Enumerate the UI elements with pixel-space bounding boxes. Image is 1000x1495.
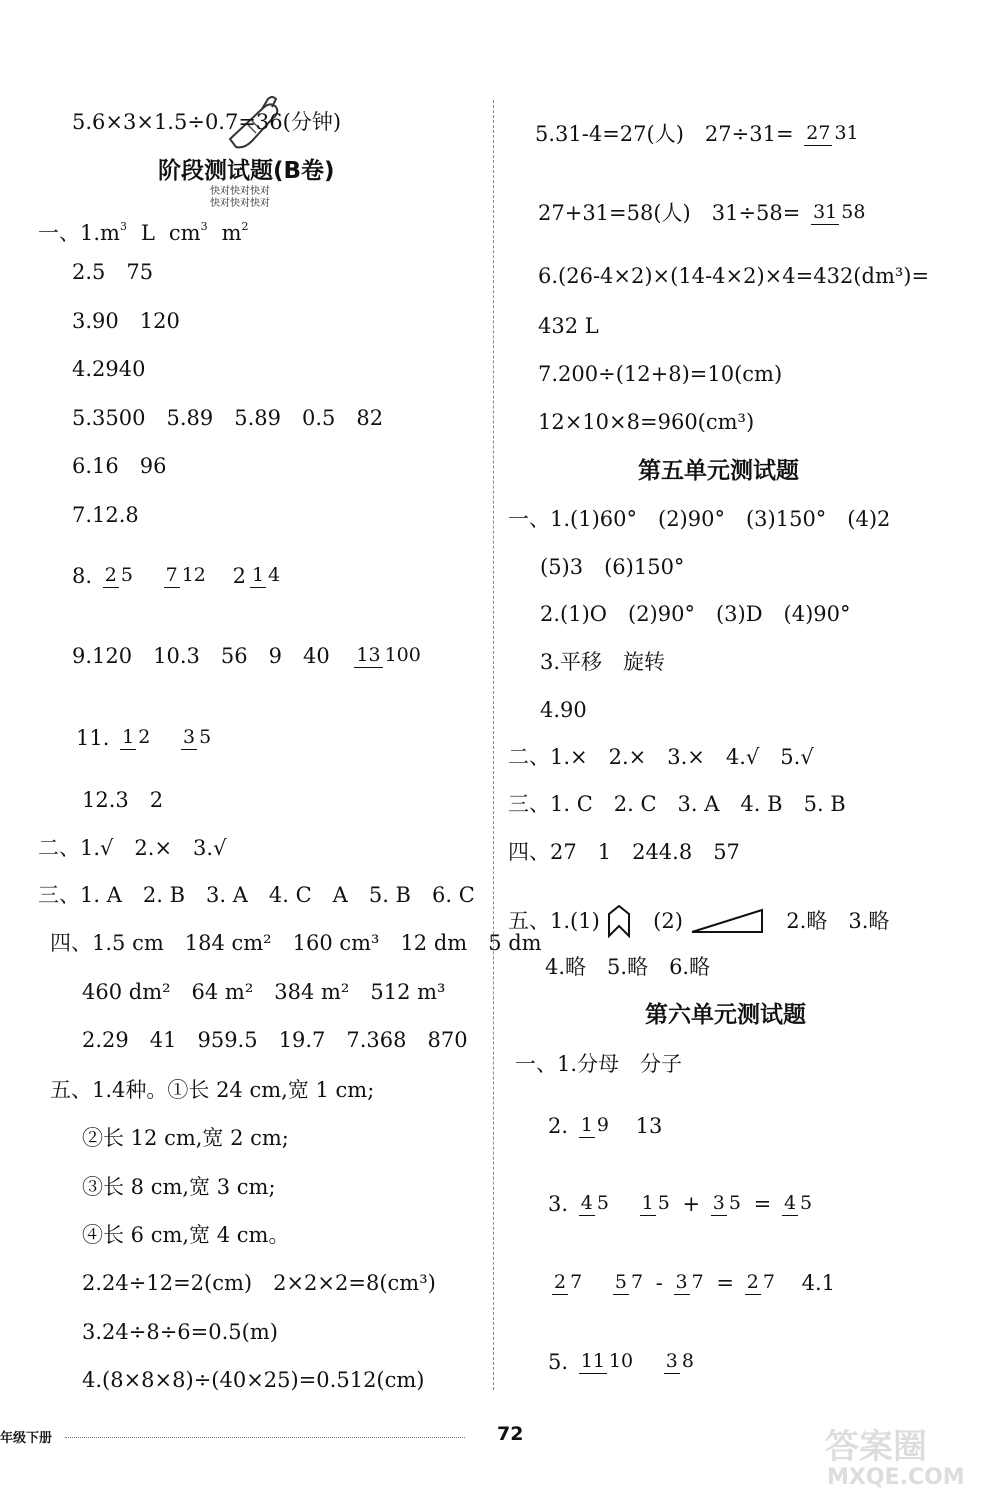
fraction: 4 5 xyxy=(783,1192,813,1214)
fraction: 3 5 xyxy=(712,1192,741,1214)
fraction: 3 8 xyxy=(665,1350,694,1372)
fraction: 1 5 xyxy=(641,1192,670,1214)
svg-text:答案圈: 答案圈 xyxy=(825,1427,927,1467)
fraction: 4 5 xyxy=(580,1192,609,1214)
svg-text:MXQE.COM: MXQE.COM xyxy=(827,1465,965,1490)
left-top-line: 5.6×3×1.5÷0.7=36(分钟) xyxy=(72,110,342,134)
r7b-line: 12×10×8=960(cm³) xyxy=(538,410,755,434)
r6a-line: 6.(26-4×2)×(14-4×2)×4=432(dm³)= xyxy=(538,264,930,288)
footer-label: 年级下册 xyxy=(0,1431,53,1446)
u5-line-6: 二、1.× 2.× 3.× 4.√ 5.√ xyxy=(508,745,814,769)
u5-line-8: 四、27 1 244.8 57 xyxy=(508,840,740,864)
triangle-shape-icon xyxy=(690,908,766,934)
fraction: 2 5 xyxy=(104,564,133,586)
fraction: 2 7 xyxy=(554,1271,583,1293)
q3-line: 3.90 120 xyxy=(72,309,180,333)
part5-line-4: ④长 6 cm,宽 4 cm。 xyxy=(82,1223,290,1247)
q4-line: 4.2940 xyxy=(72,357,146,381)
part4-line-1: 四、1.5 cm 184 cm² 160 cm³ 12 dm 5 dm xyxy=(50,931,542,955)
u6-line-3: 3. 4 5 1 5 + 3 5 = 4 5 xyxy=(548,1191,813,1216)
q1-line: 一、$1.m^3$ L $cm^3$ $m^2$ xyxy=(38,220,249,245)
q2-line: 2.5 75 xyxy=(72,260,154,284)
r7a-line: 7.200÷(12+8)=10(cm) xyxy=(538,362,783,386)
section-title: 阶段测试题(B卷) xyxy=(158,158,335,184)
q8-line: 8. 2 5 7 12 2 1 4 xyxy=(72,563,281,588)
fraction: 31 58 xyxy=(813,201,866,223)
q5-line: 5.3500 5.89 5.89 0.5 82 xyxy=(72,406,384,430)
part2-line: 二、1.√ 2.× 3.√ xyxy=(38,836,227,860)
u5-line-4: 3.平移 旋转 xyxy=(540,650,666,674)
part5-line-1: 五、1.4种。①长 24 cm,宽 1 cm; xyxy=(50,1078,375,1102)
fraction: 1 4 xyxy=(251,564,281,586)
r5a-line: 5.31-4=27(人) 27÷31= 27 31 xyxy=(535,121,859,146)
part5-line-2: ②长 12 cm,宽 2 cm; xyxy=(82,1126,289,1150)
footer-dotted-line xyxy=(65,1437,465,1438)
fraction: 5 7 xyxy=(614,1271,644,1293)
fraction: 1 2 xyxy=(122,726,151,748)
fraction: 2 7 xyxy=(746,1271,775,1293)
part4-line-3: 2.29 41 959.5 19.7 7.368 870 xyxy=(82,1028,468,1052)
page-number: 72 xyxy=(497,1423,524,1445)
q12-line: 12.3 2 xyxy=(82,788,164,812)
u5-line-2: (5)3 (6)150° xyxy=(540,555,685,579)
fraction: 3 5 xyxy=(182,726,212,748)
part5-line-3: ③长 8 cm,宽 3 cm; xyxy=(82,1175,276,1199)
q9-line: 9.120 10.3 56 9 40 13 100 xyxy=(72,643,421,668)
part5-line-5: 2.24÷12=2(cm) 2×2×2=8(cm³) xyxy=(82,1271,436,1295)
part4-line-2: 460 dm² 64 m² 384 m² 512 m³ xyxy=(82,980,446,1004)
part5-line-6: 3.24÷8÷6=0.5(m) xyxy=(82,1320,278,1344)
u5-line-7: 三、1. C 2. C 3. A 4. B 5. B xyxy=(508,792,846,816)
unit6-title: 第六单元测试题 xyxy=(645,1002,806,1028)
u6-line-1: 一、1.分母 分子 xyxy=(515,1052,683,1076)
fraction: 11 10 xyxy=(580,1350,634,1372)
u5-line-1: 一、1.(1)60° (2)90° (3)150° (4)2 xyxy=(508,507,891,531)
u5-line-3: 2.(1)O (2)90° (3)D (4)90° xyxy=(540,602,851,626)
q11-line: 11. 1 2 3 5 xyxy=(76,725,212,750)
u6-line-2: 2. 1 9 13 xyxy=(548,1113,663,1138)
fraction: 3 7 xyxy=(675,1271,704,1293)
house-shape-icon xyxy=(606,904,632,938)
q6-line: 6.16 96 xyxy=(72,454,167,478)
stamp: 快对快对快对 快对快对快对 xyxy=(210,186,270,209)
fraction: 13 100 xyxy=(356,644,421,666)
q7-line: 7.12.8 xyxy=(72,503,139,527)
column-divider xyxy=(493,100,494,1390)
fraction: 7 12 xyxy=(165,564,206,586)
watermark-logo xyxy=(815,1420,995,1490)
u5-line-9: 五、1.(1) (2) 2.略 3.略 xyxy=(508,904,889,938)
fraction: 1 9 xyxy=(580,1114,609,1136)
part3-line: 三、1. A 2. B 3. A 4. C A 5. B 6. C xyxy=(38,883,475,907)
r6b-line: 432 L xyxy=(538,314,599,338)
u5-line-5: 4.90 xyxy=(540,698,587,722)
unit5-title: 第五单元测试题 xyxy=(638,458,799,484)
u6-line-5: 5. 11 10 3 8 xyxy=(548,1349,694,1374)
u5-line-10: 4.略 5.略 6.略 xyxy=(545,955,711,979)
r5b-line: 27+31=58(人) 31÷58= 31 58 xyxy=(538,200,866,225)
part5-line-7: 4.(8×8×8)÷(40×25)=0.512(cm) xyxy=(82,1368,425,1392)
u6-line-4: 2 7 5 7 - 3 7 = 2 7 4.1 xyxy=(554,1270,835,1295)
fraction: 27 31 xyxy=(806,122,859,144)
